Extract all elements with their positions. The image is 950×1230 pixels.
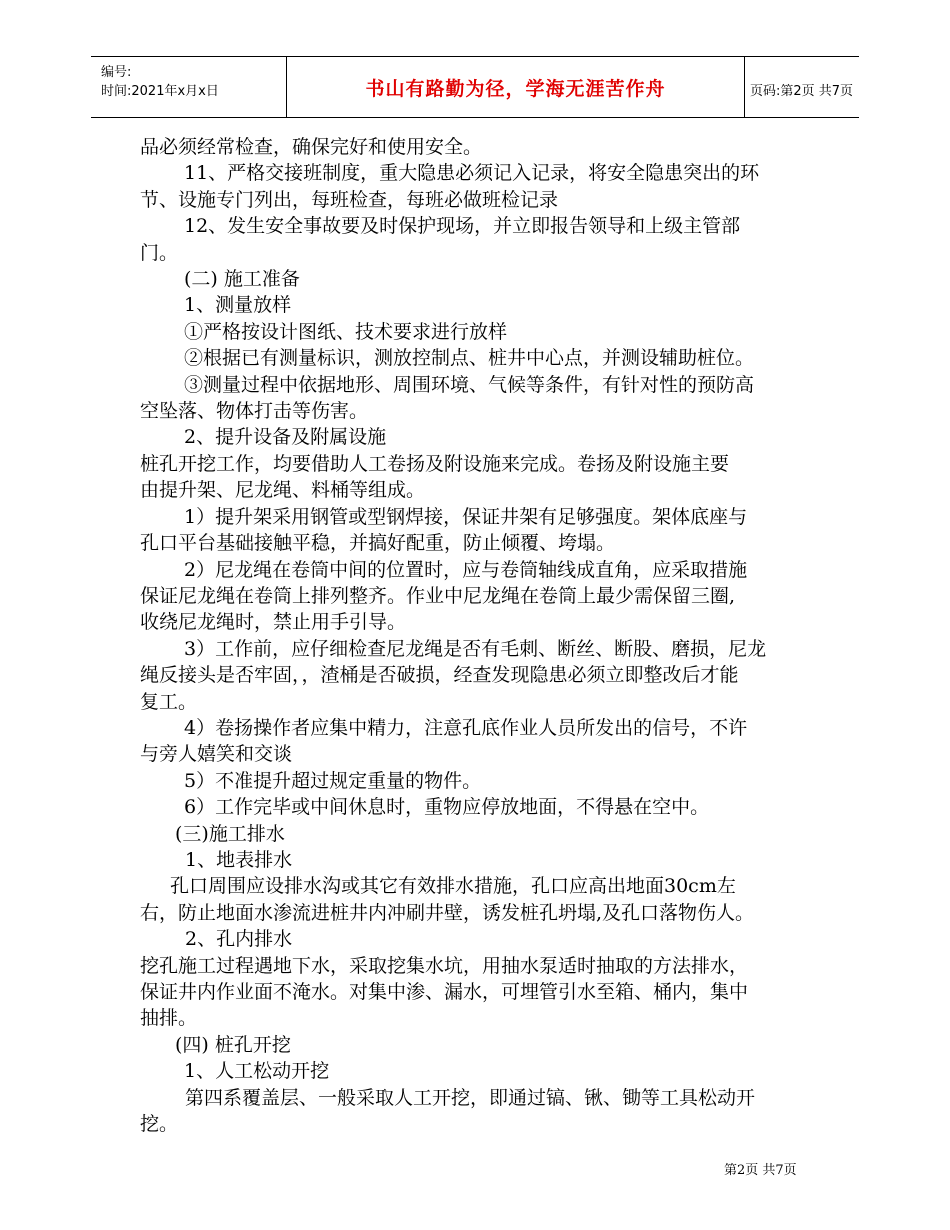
subsection-heading: 2、孔内排水 (185, 928, 293, 951)
body-line: 节、设施专门列出，每班检查，每班必做班检记录 (140, 188, 559, 211)
header-motto: 书山有路勤为径，学海无涯苦作舟 (365, 78, 666, 100)
subsection-heading: 2、提升设备及附属设施 (184, 426, 387, 449)
page-header (91, 56, 859, 118)
body-line: 空坠落、物体打击等伤害。 (140, 400, 369, 423)
header-page-number: 页码:第2页 共7页 (750, 84, 854, 99)
document-number-label: 编号: (101, 65, 132, 80)
header-meta-cell (91, 57, 286, 117)
body-line: ③测量过程中依据地形、周围环境、气候等条件，有针对性的预防高 (184, 373, 755, 396)
body-line: 孔口平台基础接触平稳，并搞好配重，防止倾覆、垮塌。 (140, 532, 616, 555)
body-line: 挖孔施工过程遇地下水，采取挖集水坑，用抽水泵适时抽取的方法排水， (140, 954, 749, 977)
body-line: 复工。 (140, 690, 198, 713)
body-line: 由提升架、尼龙绳、料桶等组成。 (140, 479, 426, 502)
body-line: 4）卷扬操作者应集中精力，注意孔底作业人员所发出的信号，不许 (184, 716, 748, 739)
header-motto-cell (286, 57, 745, 117)
body-line: 右，防止地面水渗流进桩井内冲刷井壁，诱发桩孔坍塌,及孔口落物伤人。 (140, 901, 755, 924)
body-line: 绳反接头是否牢固，，渣桶是否破损，经查发现隐患必须立即整改后才能 (140, 664, 739, 687)
page-footer-number: 第2页 共7页 (724, 1163, 797, 1178)
body-line: 收绕尼龙绳时，禁止用手引导。 (140, 611, 407, 634)
body-line: ①严格按设计图纸、技术要求进行放样 (184, 320, 508, 343)
body-line: 2）尼龙绳在卷筒中间的位置时，应与卷筒轴线成直角，应采取措施 (184, 558, 748, 581)
header-page-cell (744, 57, 859, 117)
body-line: 1）提升架采用钢管或型钢焊接，保证井架有足够强度。架体底座与 (184, 505, 748, 528)
subsection-heading: 1、测量放样 (184, 294, 292, 317)
section-heading: (四) 桩孔开挖 (175, 1033, 291, 1056)
body-line: 6）工作完毕或中间休息时，重物应停放地面，不得悬在空中。 (184, 796, 710, 819)
body-line: 12、发生安全事故要及时保护现场，并立即报告领导和上级主管部 (184, 215, 741, 238)
subsection-heading: 1、人工松动开挖 (184, 1060, 330, 1083)
document-body (140, 134, 820, 1137)
body-line: 品必须经常检查，确保完好和使用安全。 (140, 136, 483, 158)
section-heading: (三)施工排水 (175, 822, 285, 845)
body-line: 5）不准提升超过规定重量的物件。 (184, 769, 482, 792)
body-line: 第四系覆盖层、一般采取人工开挖，即通过镐、锹、锄等工具松动开 (185, 1086, 756, 1109)
body-line: 保证井内作业面不淹水。对集中渗、漏水，可埋管引水至箱、桶内，集中 (140, 981, 749, 1003)
body-line: 与旁人嬉笑和交谈 (140, 743, 293, 766)
body-line: 孔口周围应设排水沟或其它有效排水措施，孔口应高出地面30cm左 (170, 875, 736, 898)
body-line: 抽排。 (140, 1007, 198, 1030)
body-line: 11、严格交接班制度，重大隐患必须记入记录，将安全隐患突出的环 (184, 162, 760, 185)
body-line: ②根据已有测量标识，测放控制点、桩井中心点，并测设辅助桩位。 (184, 347, 755, 370)
body-line: 保证尼龙绳在卷筒上排列整齐。作业中尼龙绳在卷筒上最少需保留三圈, (140, 584, 736, 607)
body-line: 挖。 (140, 1113, 179, 1136)
body-line: 桩孔开挖工作，均要借助人工卷扬及附设施来完成。卷扬及附设施主要 (140, 452, 730, 475)
body-line: 3）工作前，应仔细检查尼龙绳是否有毛刺、断丝、断股、磨损，尼龙 (184, 637, 767, 660)
document-time-label: 时间:2021年x月x日 (101, 84, 219, 99)
section-heading: (二) 施工准备 (184, 268, 300, 291)
subsection-heading: 1、地表排水 (185, 848, 293, 871)
body-line: 门。 (140, 241, 179, 264)
